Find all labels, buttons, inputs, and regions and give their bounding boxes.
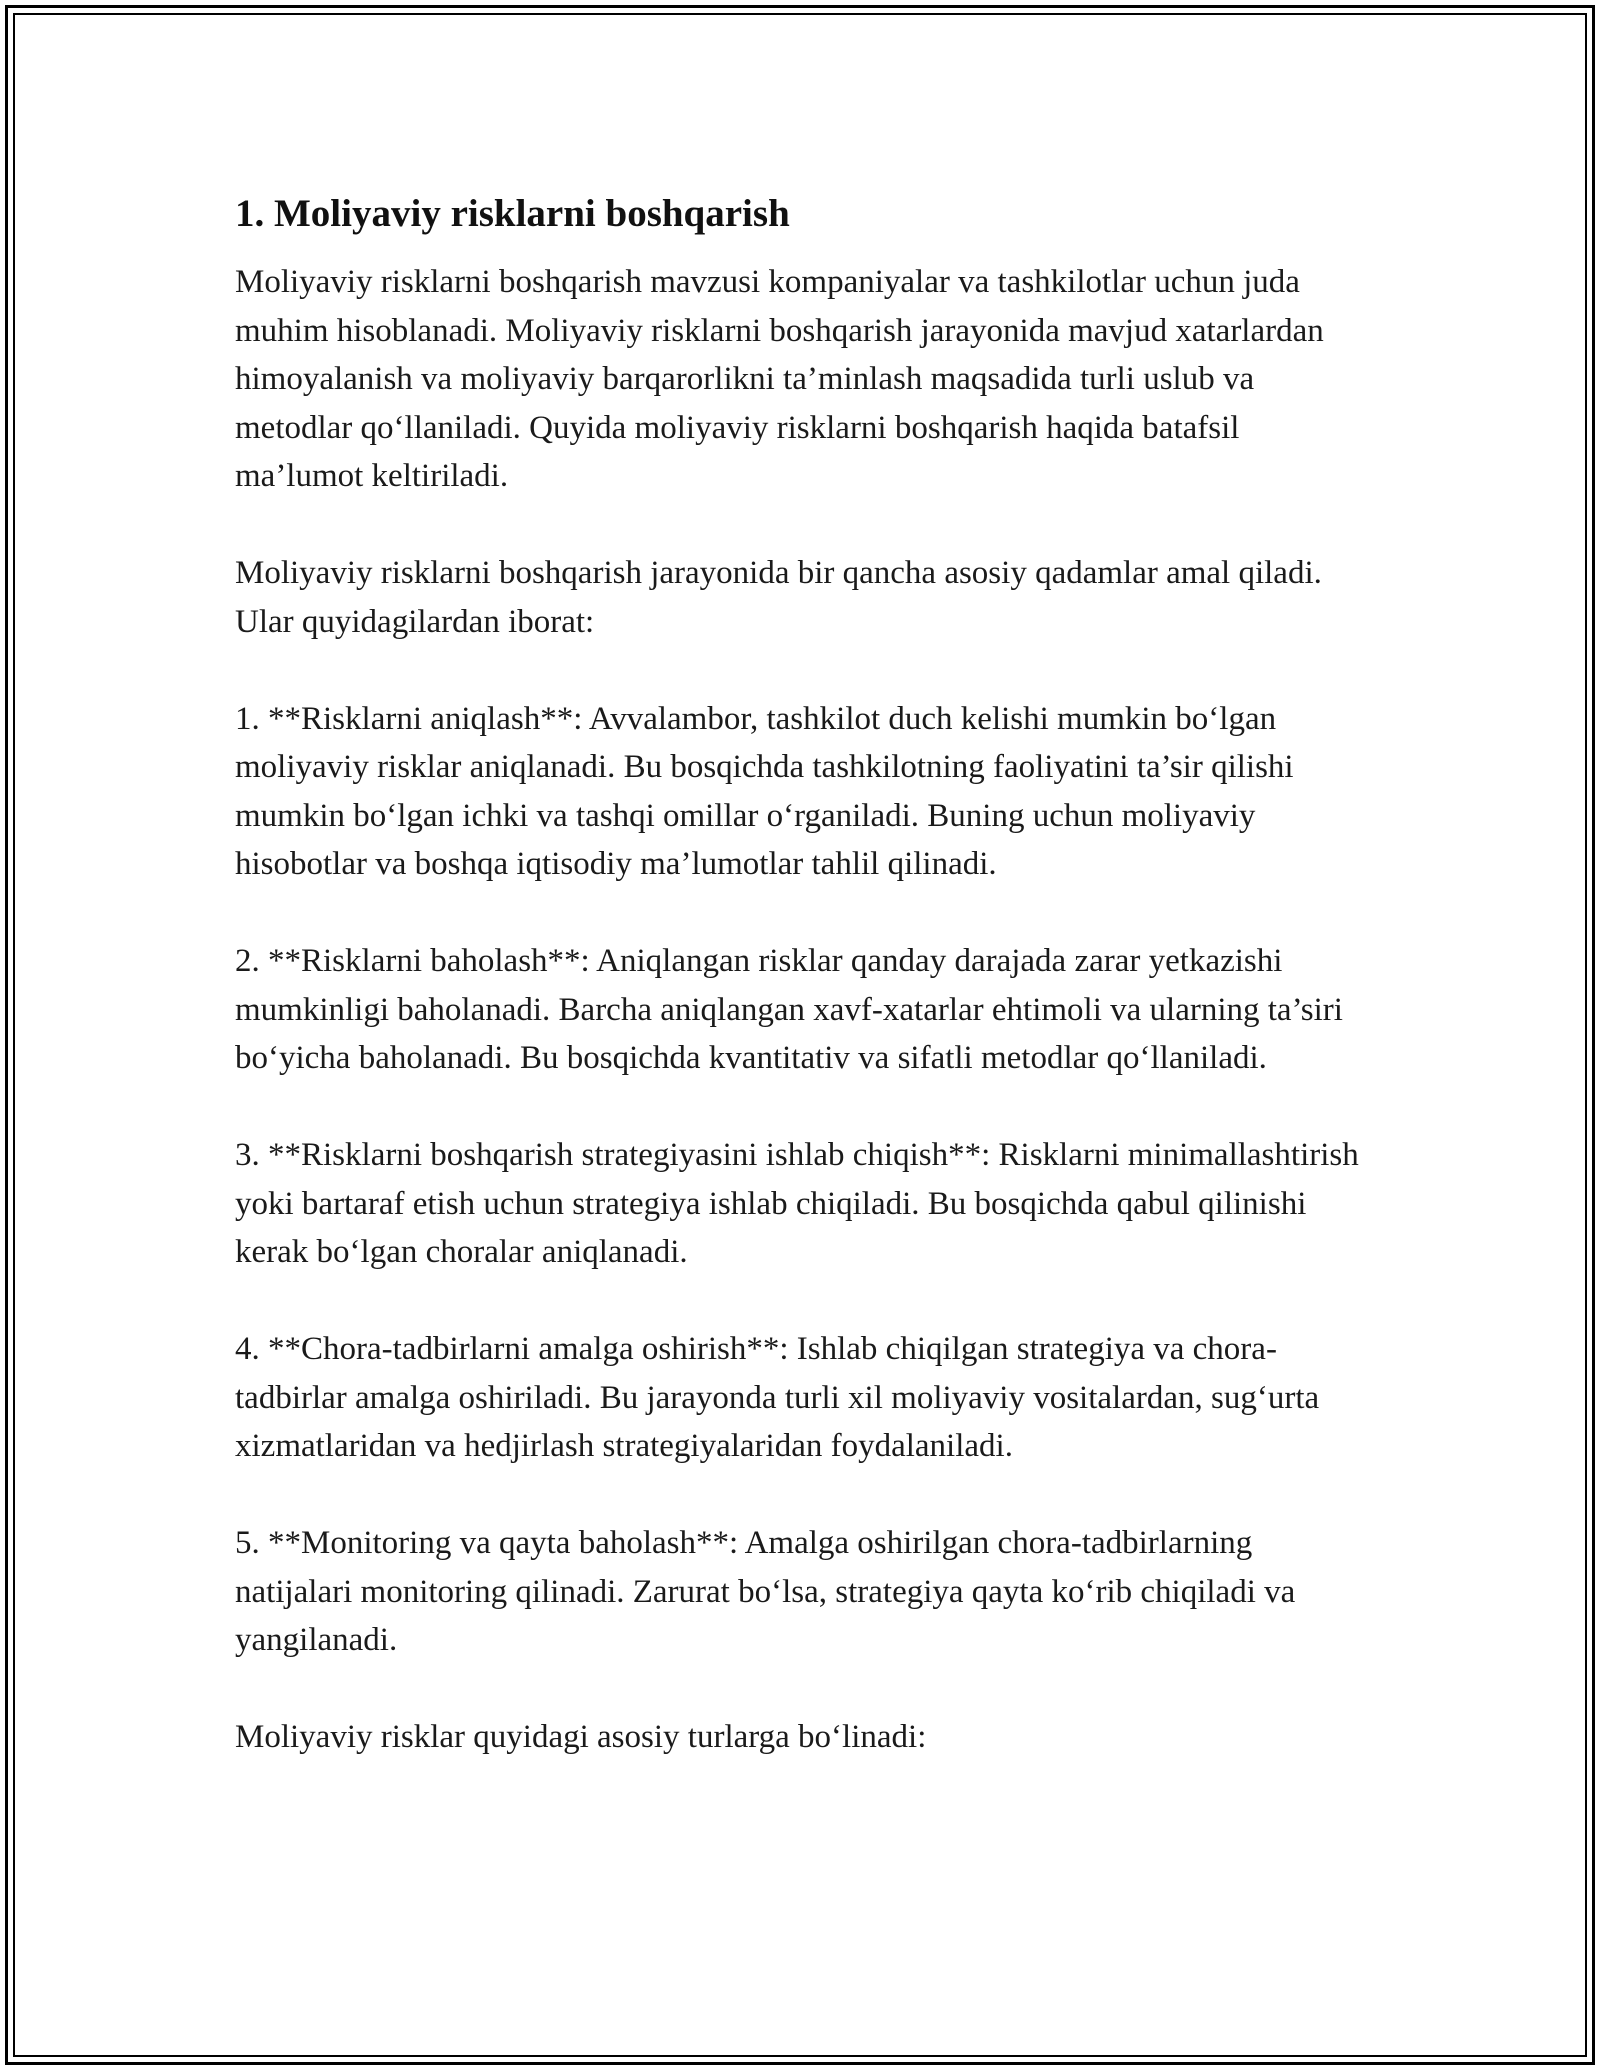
document-body xyxy=(235,186,1365,1762)
step-5-paragraph: 5. **Monitoring va qayta baholash**: Amalga oshirilgan chora-tadbirlarning natijalari monitoring qilinadi. Zarurat bo‘lsa, strategiya qayta ko‘rib chiqiladi va yangilanadi. xyxy=(235,1525,1296,1658)
intro-paragraph: Moliyaviy risklarni boshqarish mavzusi kompaniyalar va tashkilotlar uchun juda muhim hisoblanadi. Moliyaviy risklarni boshqarish jarayonida mavjud xatarlardan himoyalanish va moliyaviy barqarorlikni ta’minlash maqsadida turli uslub va metodlar qo‘llaniladi. Quyida moliyaviy risklarni boshqarish haqida batafsil ma’lumot keltiriladi. xyxy=(235,264,1324,494)
section-heading: 1. Moliyaviy risklarni boshqarish xyxy=(235,192,790,235)
risk-types-intro-paragraph: Moliyaviy risklar quyidagi asosiy turlarga bo‘linadi: xyxy=(235,1719,927,1755)
step-2-paragraph: 2. **Risklarni baholash**: Aniqlangan risklar qanday darajada zarar yetkazishi mumkinligi baholanadi. Barcha aniqlangan xavf-xatarlar ehtimoli va ularning ta’siri bo‘yicha baholanadi. Bu bosqichda kvantitativ va sifatli metodlar qo‘llaniladi. xyxy=(235,943,1343,1076)
step-1-paragraph: 1. **Risklarni aniqlash**: Avvalambor, tashkilot duch kelishi mumkin bo‘lgan moliyaviy risklar aniqlanadi. Bu bosqichda tashkilotning faoliyatini ta’sir qilishi mumkin bo‘lgan ichki va tashqi omillar o‘rganiladi. Buning uchun moliyaviy hisobotlar va boshqa iqtisodiy ma’lumotlar tahlil qilinadi. xyxy=(235,700,1294,882)
step-4-paragraph: 4. **Chora-tadbirlarni amalga oshirish**: Ishlab chiqilgan strategiya va chora-tadbirlar amalga oshiriladi. Bu jarayonda turli xil moliyaviy vositalardan, sug‘urta xizmatlaridan va hedjirlash strategiyalaridan foydalaniladi. xyxy=(235,1331,1320,1464)
step-3-paragraph: 3. **Risklarni boshqarish strategiyasini ishlab chiqish**: Risklarni minimallashtirish yoki bartaraf etish uchun strategiya ishlab chiqiladi. Bu bosqichda qabul qilinishi kerak bo‘lgan choralar aniqlanadi. xyxy=(235,1137,1359,1270)
steps-intro-paragraph: Moliyaviy risklarni boshqarish jarayonida bir qancha asosiy qadamlar amal qiladi. Ular quyidagilardan iborat: xyxy=(235,555,1322,640)
